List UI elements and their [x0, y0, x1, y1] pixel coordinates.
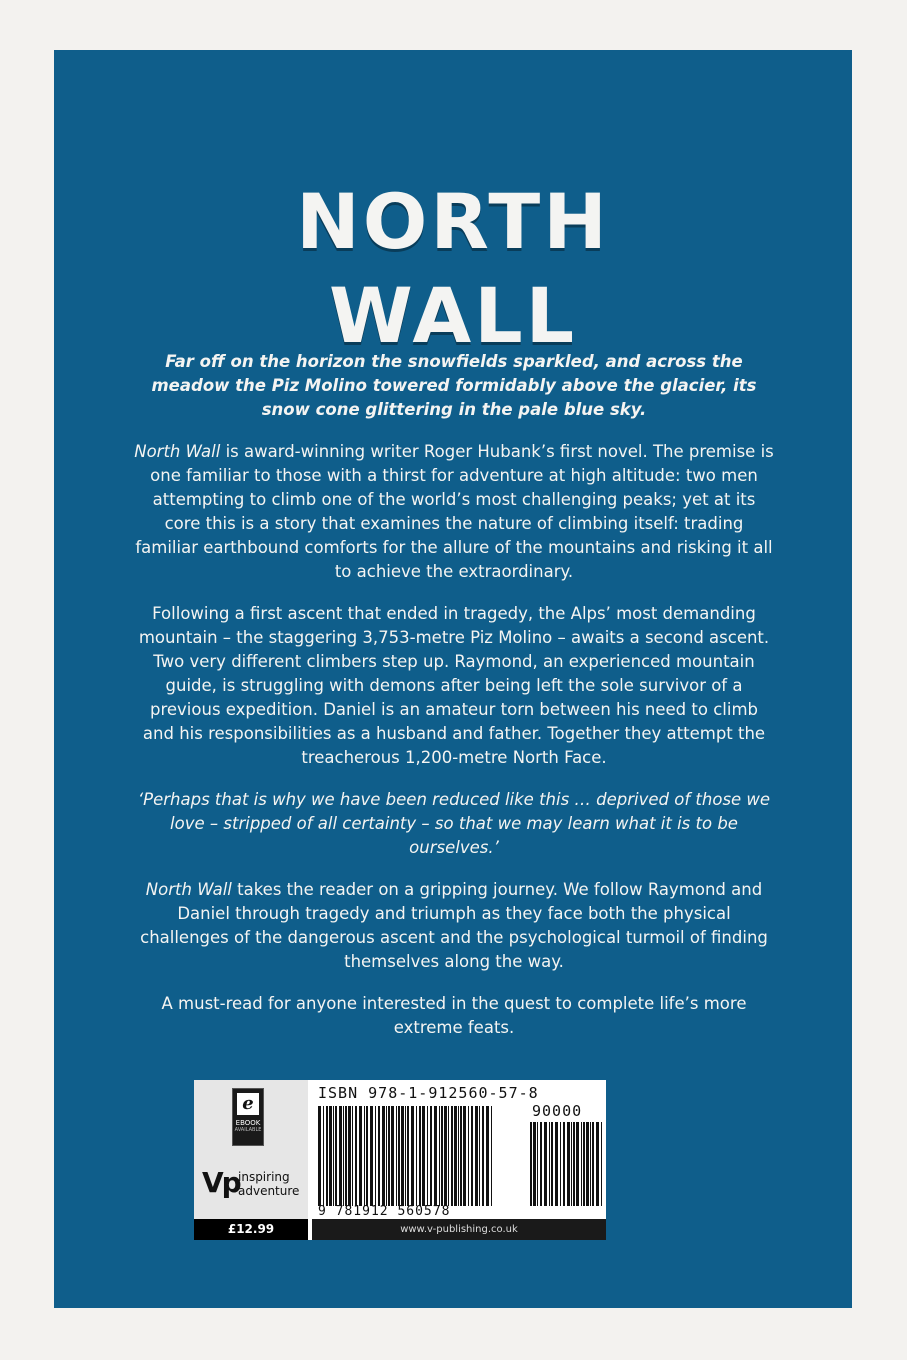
barcode-bar	[323, 1106, 324, 1206]
barcode-bar	[359, 1106, 362, 1206]
barcode-block	[308, 1080, 606, 1219]
barcode-bar	[551, 1122, 553, 1206]
ebook-label: EBOOK	[235, 1119, 261, 1127]
barcode-bar	[576, 1122, 579, 1206]
barcode-bar	[434, 1106, 437, 1206]
barcode-bar	[439, 1106, 440, 1206]
ebook-sub-label: AVAILABLE	[234, 1127, 262, 1133]
barcode-bar	[407, 1106, 409, 1206]
barcode-bar	[345, 1106, 347, 1206]
barcode-bar	[563, 1122, 565, 1206]
barcode-bar	[571, 1122, 572, 1206]
barcode-bar	[430, 1106, 432, 1206]
barcode-bar	[586, 1122, 589, 1206]
barcode-bar	[427, 1106, 428, 1206]
blurb	[134, 350, 774, 1058]
barcode-bar	[388, 1106, 390, 1206]
inline-title: North Wall	[145, 880, 232, 899]
barcode-bar	[448, 1106, 449, 1206]
blurb-paragraph-4: A must-read for anyone interested in the quest to complete life’s more extreme feats.	[161, 994, 747, 1037]
barcode-bar	[471, 1106, 473, 1206]
barcode-bar	[318, 1106, 321, 1206]
blurb-paragraph-3-text: takes the reader on a gripping journey. We follow Raymond and Daniel through tragedy and triumph as they face both the physical challenges of the dangerous ascent and the psychological turmoil of finding themselves along the way.	[140, 880, 768, 971]
barcode-bar	[401, 1106, 404, 1206]
barcode-bar	[422, 1106, 425, 1206]
barcode-bar	[581, 1122, 582, 1206]
barcode-bar	[596, 1122, 599, 1206]
barcode-bar	[370, 1106, 373, 1206]
tagline-line-2: adventure	[238, 1184, 300, 1198]
barcode-bar	[460, 1106, 462, 1206]
barcode-bar	[573, 1122, 575, 1206]
barcode-bar	[405, 1106, 406, 1206]
barcode-bar	[398, 1106, 400, 1206]
publisher-block	[194, 1080, 308, 1219]
barcode-bar	[416, 1106, 417, 1206]
price-code: 90000	[532, 1102, 583, 1120]
barcode-panel	[194, 1080, 606, 1240]
publisher-website: www.v-publishing.co.uk	[400, 1224, 518, 1235]
barcode-bar	[567, 1122, 570, 1206]
barcode-bar	[335, 1106, 337, 1206]
publisher-logo	[202, 1166, 306, 1206]
barcode-bar	[463, 1106, 466, 1206]
barcode-bar	[364, 1106, 365, 1206]
barcode-bar	[382, 1106, 385, 1206]
lead-excerpt: Far off on the horizon the snowfields sparkled, and across the meadow the Piz Molino towered formidably above the glacier, its snow cone glittering in the pale blue sky.	[151, 352, 757, 419]
title-line-1: NORTH	[296, 177, 610, 266]
barcode-bar	[375, 1106, 376, 1206]
barcode-bar	[333, 1106, 334, 1206]
barcode-bar	[391, 1106, 394, 1206]
barcode-bar	[475, 1106, 478, 1206]
inline-title: North Wall	[134, 442, 221, 461]
barcode-bar	[411, 1106, 414, 1206]
price-bar	[194, 1219, 606, 1240]
barcode-bar	[530, 1122, 532, 1206]
barcode-bar	[343, 1106, 344, 1206]
addon-barcode	[530, 1122, 602, 1206]
barcode-bar	[396, 1106, 397, 1206]
barcode-bar	[451, 1106, 453, 1206]
ean-barcode	[318, 1106, 494, 1206]
book-title	[54, 175, 852, 363]
barcode-bar	[540, 1122, 542, 1206]
barcode-bar	[454, 1106, 457, 1206]
barcode-bar	[544, 1122, 547, 1206]
vp-logo-icon: Vp	[202, 1166, 240, 1199]
barcode-bar	[560, 1122, 561, 1206]
price-label: £12.99	[194, 1219, 308, 1240]
blurb-paragraph-3	[134, 878, 774, 974]
barcode-bar	[352, 1106, 353, 1206]
publisher-tagline	[238, 1170, 299, 1198]
pull-quote: ‘Perhaps that is why we have been reduced like this … deprived of those we love – stripped of all certainty – so that we may learn what it is to be ourselves.’	[137, 790, 771, 857]
barcode-bar	[329, 1106, 332, 1206]
barcode-bar	[419, 1106, 421, 1206]
barcode-bar	[326, 1106, 328, 1206]
barcode-bar	[355, 1106, 357, 1206]
barcode-bar	[583, 1122, 585, 1206]
barcode-digits: 9 781912 560578	[318, 1204, 451, 1219]
ebook-available-badge	[232, 1088, 264, 1146]
barcode-bar	[441, 1106, 443, 1206]
isbn-label: ISBN 978-1-912560-57-8	[318, 1084, 539, 1102]
barcode-bar	[537, 1122, 538, 1206]
barcode-bar	[378, 1106, 380, 1206]
barcode-bar	[458, 1106, 459, 1206]
barcode-bar	[479, 1106, 480, 1206]
barcode-bar	[468, 1106, 469, 1206]
blurb-paragraph-2: Following a first ascent that ended in tragedy, the Alps’ most demanding mountain – the staggering 3,753-metre Piz Molino – awaits a second ascent. Two very different climbers step up. Raymond, an experienced mountain guide, is struggling with demons after being left the sole survivor of a previous expedition. Daniel is an amateur torn between his need to climb and his responsibilities as a husband and father. Together they attempt the treacherous 1,200-metre North Face.	[138, 604, 770, 767]
title-line-2: WALL	[328, 271, 578, 360]
barcode-bar	[592, 1122, 594, 1206]
barcode-bar	[444, 1106, 447, 1206]
barcode-bar	[491, 1106, 492, 1206]
blurb-paragraph-1	[134, 440, 774, 584]
blurb-paragraph-1-text: is award-winning writer Roger Hubank’s first novel. The premise is one familiar to those with a thirst for adventure at high altitude: two men attempting to climb one of the world’s most challenging peaks; yet at its core this is a story that examines the nature of climbing itself: trading familiar earthbound comforts for the allure of the mountains and risking it all to achieve the extraordinary.	[135, 442, 774, 581]
barcode-bar	[533, 1122, 536, 1206]
barcode-bar	[549, 1122, 550, 1206]
barcode-bar	[601, 1122, 602, 1206]
tagline-line-1: inspiring	[238, 1170, 290, 1184]
barcode-bar	[348, 1106, 351, 1206]
barcode-bar	[366, 1106, 368, 1206]
barcode-bar	[386, 1106, 387, 1206]
barcode-bar	[590, 1122, 591, 1206]
barcode-bar	[486, 1106, 489, 1206]
barcode-bar	[482, 1106, 484, 1206]
ebook-icon: e	[237, 1093, 259, 1115]
barcode-bar	[555, 1122, 558, 1206]
barcode-bar	[339, 1106, 342, 1206]
